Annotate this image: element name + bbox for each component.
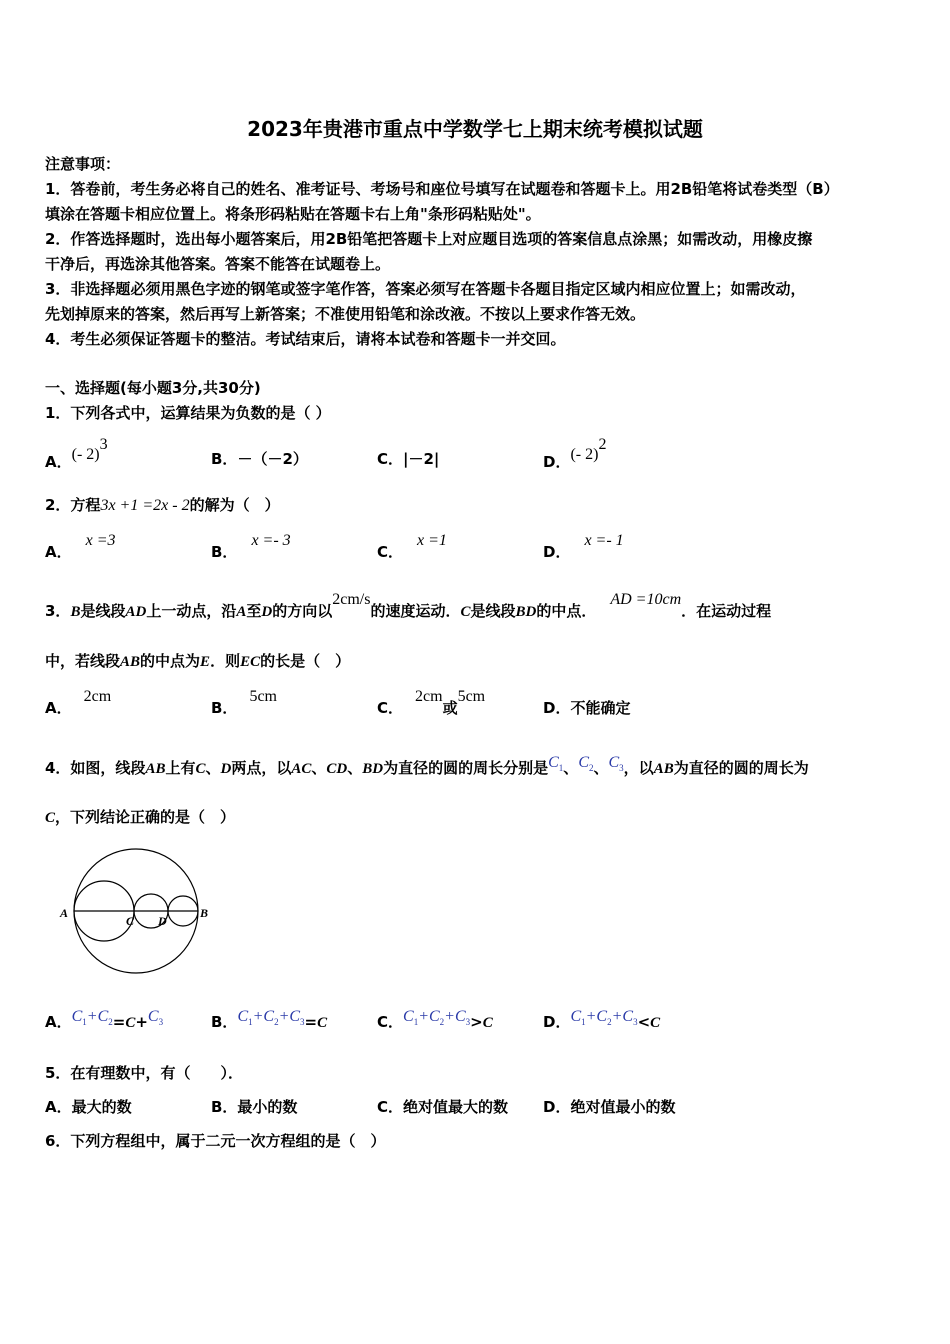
stem-text: 的长是（ ） xyxy=(260,652,351,670)
option-label: B． xyxy=(211,543,238,561)
stem-text: 是线段 xyxy=(80,602,126,620)
operator: > xyxy=(470,1013,483,1031)
subscript: 1 xyxy=(413,1017,419,1028)
option-label: A． xyxy=(45,453,72,471)
notice-line: 先划掉原来的答案，然后再写上新答案；不准使用铅笔和涂改液。不按以上要求作答无效。 xyxy=(45,305,646,323)
option-text: －（－2） xyxy=(237,450,308,468)
point-label: D xyxy=(261,604,273,620)
q4-option-d xyxy=(543,1008,661,1033)
q3-option-d xyxy=(543,697,630,718)
circumference-c1: $C_1$ xyxy=(548,754,564,774)
q4-stem-line1 xyxy=(45,754,809,779)
option-label: C． xyxy=(377,450,404,468)
option-label: A． xyxy=(45,699,72,717)
stem-text: 上有 xyxy=(165,759,196,777)
circumference-c2: C xyxy=(263,1008,275,1025)
length-value: AD =10cm xyxy=(610,591,682,608)
circumference-c2: C xyxy=(97,1008,109,1025)
notice-line: 4．考生必须保证答题卡的整洁。考试结束后，请将本试卷和答题卡一并交回。 xyxy=(45,330,566,348)
segment-label: BD xyxy=(362,761,384,777)
circumference-c: C xyxy=(125,1015,136,1031)
circumference-c2: $C_2$ xyxy=(578,754,594,774)
operator: + xyxy=(135,1013,148,1031)
stem-text: ，下列结论正确的是（ ） xyxy=(55,808,236,826)
subscript: 2 xyxy=(274,1017,279,1028)
segment-label: AB xyxy=(120,654,141,670)
subscript: 3 xyxy=(300,1017,305,1028)
option-label: C． xyxy=(377,543,404,561)
notice-line: 2．作答选择题时，选出每小题答案后，用2B铅笔把答题卡上对应题目选项的答案信息点涂黑；如需改动，用橡皮擦 xyxy=(45,230,813,248)
q2-option-d xyxy=(543,532,624,562)
operator: < xyxy=(637,1013,651,1031)
math-expression: (- 2) xyxy=(71,446,100,463)
option-label: D． xyxy=(543,543,571,561)
equation: 3x +1 =2x - 2 xyxy=(100,497,190,514)
operator: + xyxy=(611,1008,623,1025)
speed-value: 2cm/s xyxy=(332,591,371,608)
length-value: 2cm xyxy=(83,688,112,705)
option-label: D． xyxy=(543,453,571,471)
circumference-c: C xyxy=(317,1015,328,1031)
point-label: E xyxy=(200,654,211,670)
q1-option-b xyxy=(211,448,308,469)
circumference-c3: C xyxy=(147,1008,159,1025)
q1-option-a xyxy=(45,436,108,472)
point-label: D xyxy=(220,761,232,777)
notice-heading: 注意事项： xyxy=(45,155,121,173)
point-label: C xyxy=(195,761,206,777)
operator: + xyxy=(252,1008,264,1025)
q4-option-a xyxy=(45,1008,164,1033)
length-value: 2cm xyxy=(415,688,443,705)
stem-text: 3． xyxy=(45,602,71,620)
q2-option-c xyxy=(377,532,447,562)
option-label: B． xyxy=(211,699,238,717)
point-label-c: C xyxy=(126,914,135,928)
stem-text: 是线段 xyxy=(470,602,516,620)
q2-option-b xyxy=(211,532,291,562)
point-label-a: A xyxy=(60,906,69,920)
point-label: C xyxy=(460,604,471,620)
subscript: 1 xyxy=(581,1017,586,1028)
q5-option-b: B．最小的数 xyxy=(211,1098,298,1116)
operator: = xyxy=(112,1013,126,1031)
subscript: 2 xyxy=(108,1017,113,1028)
stem-text: 、 xyxy=(593,759,609,777)
segment-label: AB xyxy=(145,761,166,777)
math-expression: x =1 xyxy=(417,532,447,549)
circumference-c: C xyxy=(482,1015,493,1031)
option-label: A． xyxy=(45,1013,72,1031)
q3-stem-line2 xyxy=(45,650,350,671)
subscript: 3 xyxy=(465,1017,471,1028)
subscript: 1 xyxy=(82,1017,87,1028)
notice-line: 填涂在答题卡相应位置上。将条形码粘贴在答题卡右上角"条形码粘贴处"。 xyxy=(45,205,541,223)
point-label: B xyxy=(70,604,81,620)
q5-option-d: D．绝对值最小的数 xyxy=(543,1098,676,1116)
stem-text: 两点，以 xyxy=(231,759,292,777)
segment-label: AD xyxy=(125,604,147,620)
stem-text: 的速度运动． xyxy=(370,602,461,620)
segment-label: AC xyxy=(291,761,312,777)
q3-option-b xyxy=(211,688,277,718)
math-expression: (- 2) xyxy=(570,446,599,463)
subscript: 3 xyxy=(158,1017,164,1028)
section-heading: 一、选择题(每小题3分,共30分) xyxy=(45,379,261,397)
stem-text: 上一动点，沿 xyxy=(146,602,237,620)
stem-text: 、 xyxy=(205,759,221,777)
exponent: 3 xyxy=(99,436,108,453)
stem-text: 为直径的圆的周长分别是 xyxy=(383,759,549,777)
notice-line: 3．非选择题必须用黑色字迹的钢笔或签字笔作答，答案必须写在答题卡各题目指定区域内相应位置上；如需改动， xyxy=(45,280,806,298)
stem-text: ．则 xyxy=(210,652,241,670)
q4-option-b xyxy=(211,1008,328,1033)
circumference-c1: C xyxy=(403,1008,414,1025)
q5-option-a: A．最大的数 xyxy=(45,1098,132,1116)
point-label: A xyxy=(236,604,247,620)
q5-option-c: C．绝对值最大的数 xyxy=(377,1098,509,1116)
circumference-c3: C xyxy=(622,1008,634,1025)
stem-text: 、 xyxy=(347,759,363,777)
option-label: C． xyxy=(377,699,404,717)
stem-text: 2．方程 xyxy=(45,496,101,514)
circumference-c3: C xyxy=(454,1008,466,1025)
q1-stem: 1．下列各式中，运算结果为负数的是（ ） xyxy=(45,404,331,422)
math-expression: x =3 xyxy=(85,532,116,549)
exponent: 2 xyxy=(598,436,607,453)
stem-text: 的中点为 xyxy=(140,652,201,670)
stem-text: 中，若线段 xyxy=(45,652,121,670)
circumference-c3: $C_3$ xyxy=(608,754,624,774)
q2-stem xyxy=(45,494,280,515)
stem-text: 为直径的圆的周长为 xyxy=(673,759,809,777)
operator: + xyxy=(444,1008,455,1025)
operator: + xyxy=(278,1008,290,1025)
stem-text: 、 xyxy=(311,759,327,777)
subscript: 2 xyxy=(439,1017,445,1028)
option-label: D． xyxy=(543,699,571,717)
operator: + xyxy=(585,1008,597,1025)
option-text: 不能确定 xyxy=(570,699,631,717)
subscript: 1 xyxy=(248,1017,253,1028)
length-value: 5cm xyxy=(457,688,486,705)
q5-stem: 5．在有理数中，有（ ）． xyxy=(45,1064,243,1082)
q1-option-c xyxy=(377,448,439,469)
q4-option-c xyxy=(377,1008,493,1033)
circumference-c1: C xyxy=(71,1008,83,1025)
stem-text: ．在运动过程 xyxy=(681,602,772,620)
math-expression: x =- 1 xyxy=(584,532,624,549)
segment-label: CD xyxy=(326,761,348,777)
or-text: 或 xyxy=(442,699,458,717)
notice-line: 1．答卷前，考生务必将自己的姓名、准考证号、考场号和座位号填写在试题卷和答题卡上。用2B铅笔将试卷类型（B） xyxy=(45,180,839,198)
operator: = xyxy=(304,1013,318,1031)
circles-figure xyxy=(58,843,218,978)
stem-text: 4．如图，线段 xyxy=(45,759,146,777)
q3-stem-line1 xyxy=(45,591,772,621)
option-label: D． xyxy=(543,1013,571,1031)
stem-text: ，以 xyxy=(623,759,654,777)
q3-option-a xyxy=(45,688,112,718)
point-label-b: B xyxy=(200,906,209,920)
operator: + xyxy=(418,1008,429,1025)
circumference-c3: C xyxy=(289,1008,301,1025)
option-text: |－2| xyxy=(403,450,440,468)
length-value: 5cm xyxy=(249,688,277,705)
point-label-d: D xyxy=(158,914,167,928)
segment-label: EC xyxy=(240,654,261,670)
circumference-c1: C xyxy=(570,1008,582,1025)
operator: + xyxy=(86,1008,98,1025)
stem-text: 、 xyxy=(563,759,579,777)
q1-option-d xyxy=(543,436,607,472)
option-label: B． xyxy=(211,1013,238,1031)
stem-text: 的方向以 xyxy=(272,602,333,620)
circumference-c2: C xyxy=(428,1008,440,1025)
option-label: C． xyxy=(377,1013,404,1031)
option-label: A． xyxy=(45,543,72,561)
subscript: 3 xyxy=(633,1017,638,1028)
q6-stem: 6．下列方程组中，属于二元一次方程组的是（ ） xyxy=(45,1132,386,1150)
stem-text: 的中点． xyxy=(536,602,597,620)
stem-text: 至 xyxy=(246,602,262,620)
point-label: C xyxy=(45,810,56,826)
math-expression: x =- 3 xyxy=(251,532,291,549)
q4-stem-line2 xyxy=(45,806,235,827)
circumference-c: C xyxy=(650,1015,661,1031)
circumference-c1: C xyxy=(237,1008,249,1025)
page-title: 2023年贵港市重点中学数学七上期末统考模拟试题 xyxy=(247,117,703,141)
circumference-c2: C xyxy=(596,1008,608,1025)
option-label: B． xyxy=(211,450,238,468)
q2-option-a xyxy=(45,532,116,562)
subscript: 2 xyxy=(607,1017,612,1028)
segment-label: AB xyxy=(653,761,674,777)
q3-option-c xyxy=(377,688,486,718)
stem-text: 的解为（ ） xyxy=(189,496,280,514)
segment-label: BD xyxy=(515,604,537,620)
notice-line: 干净后，再选涂其他答案。答案不能答在试题卷上。 xyxy=(45,255,391,273)
